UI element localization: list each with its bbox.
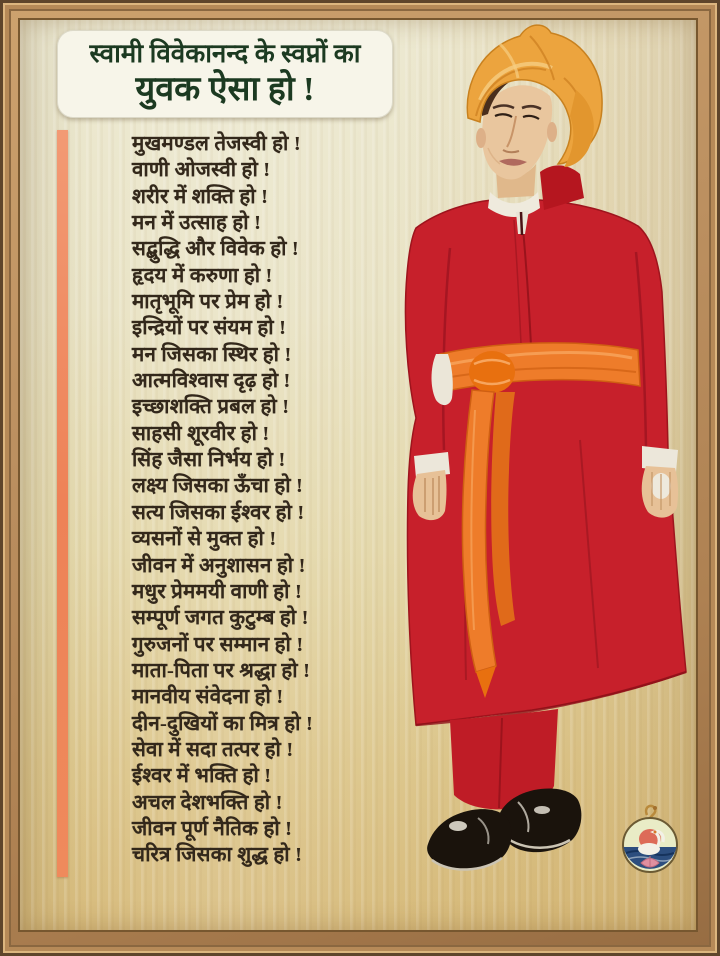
quality-line: मन जिसका स्थिर हो ! bbox=[132, 343, 292, 366]
quality-line: हृदय में करुणा हो ! bbox=[132, 264, 273, 287]
right-hand bbox=[642, 446, 678, 518]
title-card bbox=[57, 30, 393, 118]
quality-line: सद्बुद्धि और विवेक हो ! bbox=[132, 238, 299, 261]
poster-title-line-1: स्वामी विवेकानन्द के स्वप्नों का bbox=[89, 39, 361, 69]
quality-line: मातृभूमि पर प्रेम हो ! bbox=[132, 291, 284, 314]
accent-bar bbox=[57, 130, 68, 877]
quality-line: मन में उत्साह हो ! bbox=[132, 212, 262, 235]
quality-line: गुरुजनों पर सम्मान हो ! bbox=[132, 633, 304, 656]
quality-line: साहसी शूरवीर हो ! bbox=[132, 422, 270, 445]
poster-paper bbox=[20, 20, 696, 930]
poster-title-line-2: युवक ऐसा हो ! bbox=[135, 71, 315, 109]
quality-line: अचल देशभक्ति हो ! bbox=[132, 791, 283, 814]
quality-line: मधुर प्रेममयी वाणी हो ! bbox=[132, 580, 302, 603]
quality-line: इन्द्रियों पर संयम हो ! bbox=[132, 317, 287, 340]
quality-line: सम्पूर्ण जगत कुटुम्ब हो ! bbox=[132, 607, 309, 630]
quality-line: सेवा में सदा तत्पर हो ! bbox=[132, 738, 294, 761]
quality-line: शरीर में शक्ति हो ! bbox=[132, 185, 269, 208]
robe bbox=[405, 165, 686, 725]
quality-line: सत्य जिसका ईश्वर हो ! bbox=[132, 501, 305, 524]
ramakrishna-mission-emblem bbox=[618, 801, 682, 879]
quality-line: माता-पिता पर श्रद्धा हो ! bbox=[132, 659, 311, 682]
vivekananda-figure bbox=[380, 20, 696, 900]
quality-line: आत्मविश्वास दृढ़ हो ! bbox=[132, 370, 291, 393]
quality-line: मुखमण्डल तेजस्वी हो ! bbox=[132, 133, 301, 155]
quality-line: ईश्वर में भक्ति हो ! bbox=[132, 765, 272, 788]
quality-line: वाणी ओजस्वी हो ! bbox=[132, 159, 271, 182]
quality-line: मानवीय संवेदना हो ! bbox=[132, 686, 284, 709]
quality-line: जीवन में अनुशासन हो ! bbox=[132, 554, 306, 577]
quality-line: व्यसनों से मुक्त हो ! bbox=[132, 528, 277, 551]
left-hand bbox=[413, 452, 450, 520]
quality-line: चरित्र जिसका शुद्ध हो ! bbox=[132, 844, 303, 867]
quality-line: इच्छाशक्ति प्रबल हो ! bbox=[132, 396, 290, 419]
quality-line: दीन-दुखियों का मित्र हो ! bbox=[132, 712, 314, 735]
quality-line: लक्ष्य जिसका ऊँचा हो ! bbox=[132, 475, 304, 498]
quality-line: जीवन पूर्ण नैतिक हो ! bbox=[132, 817, 293, 840]
quality-line: सिंह जैसा निर्भय हो ! bbox=[132, 449, 286, 472]
